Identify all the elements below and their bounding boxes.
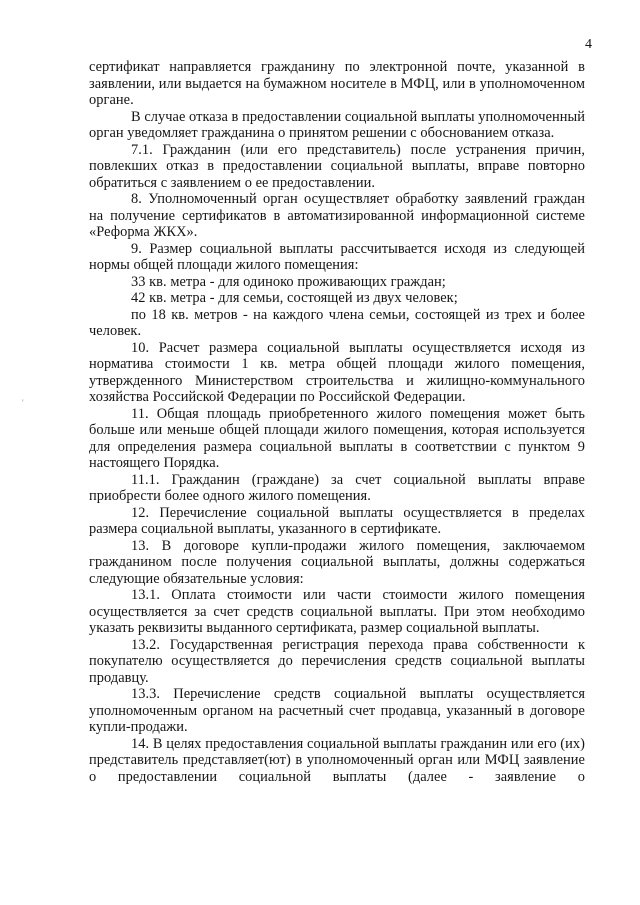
paragraph-13-3: 13.3. Перечисление средств социальной выплаты осуществляется уполномоченным органом на расчетный счет продавца, указанный в договоре купли-продажи. [89,686,585,735]
list-item-42-sqm: 42 кв. метра - для семьи, состоящей из двух человек; [131,290,458,306]
list-item-33-sqm: 33 кв. метра - для одиноко проживающих граждан; [131,273,446,290]
paragraph-refusal: В случае отказа в предоставлении социальной выплаты уполномоченный орган уведомляет гражданина о принятом решении с обоснованием отказа. [89,108,585,141]
paragraph-7-1: 7.1. Гражданин (или его представитель) после устранения причин, повлекших отказ в предоставлении социальной выплаты, вправе повторно обратиться с заявлением о ее предоставлении. [89,141,585,191]
paragraph-11-1: 11.1. Гражданин (граждане) за счет социальной выплаты вправе приобрести более одного жилого помещения. [89,471,585,504]
document-body [89,59,585,785]
paragraph-13-1: 13.1. Оплата стоимости или части стоимости жилого помещения осуществляется за счет средств социальной выплаты. При этом необходимо указать реквизиты выданного сертификата, размер социальной выплаты. [89,587,585,636]
paragraph-12: 12. Перечисление социальной выплаты осуществляется в пределах размера социальной выплаты, указанного в сертификате. [89,504,585,537]
paragraph-continuation: сертификат направляется гражданину по электронной почте, указанной в заявлении, или выдается на бумажном носителе в МФЦ, или в уполномоченном органе. [89,59,585,108]
margin-mark: ' [22,398,24,408]
paragraph-8: 8. Уполномоченный орган осуществляет обработку заявлений граждан на получение сертификатов в автоматизированной информационной системе «Реформа ЖКХ». [89,191,585,240]
page-number: 4 [585,37,592,52]
paragraph-10: 10. Расчет размера социальной выплаты осуществляется исходя из норматива стоимости 1 кв. метра общей площади жилого помещения, утвержденного Министерством строительства и жилищно-коммунального хозяйства Российской Федерации по Российской Федерации. [89,339,585,405]
list-item-18-sqm: по 18 кв. метров - на каждого члена семьи, состоящей из трех и более человек. [89,306,585,339]
paragraph-13: 13. В договоре купли-продажи жилого помещения, заключаемом гражданином после получения социальной выплаты, должны содержаться следующие обязательные условия: [89,537,585,587]
paragraph-9: 9. Размер социальной выплаты рассчитывается исходя из следующей нормы общей площади жилого помещения: [89,240,585,273]
paragraph-14: 14. В целях предоставления социальной выплаты гражданин или его (их) представитель представляет(ют) в уполномоченный орган или МФЦ заявление о предоставлении социальной выплаты (далее - заявление о [89,735,585,785]
paragraph-13-2: 13.2. Государственная регистрация перехода права собственности к покупателю осуществляется до перечисления средств социальной выплаты продавцу. [89,636,585,686]
paragraph-11: 11. Общая площадь приобретенного жилого помещения может быть больше или меньше общей площади жилого помещения, которая используется для определения размера социальной выплаты в соответствии с пунктом 9 настоящего Порядка. [89,405,585,471]
